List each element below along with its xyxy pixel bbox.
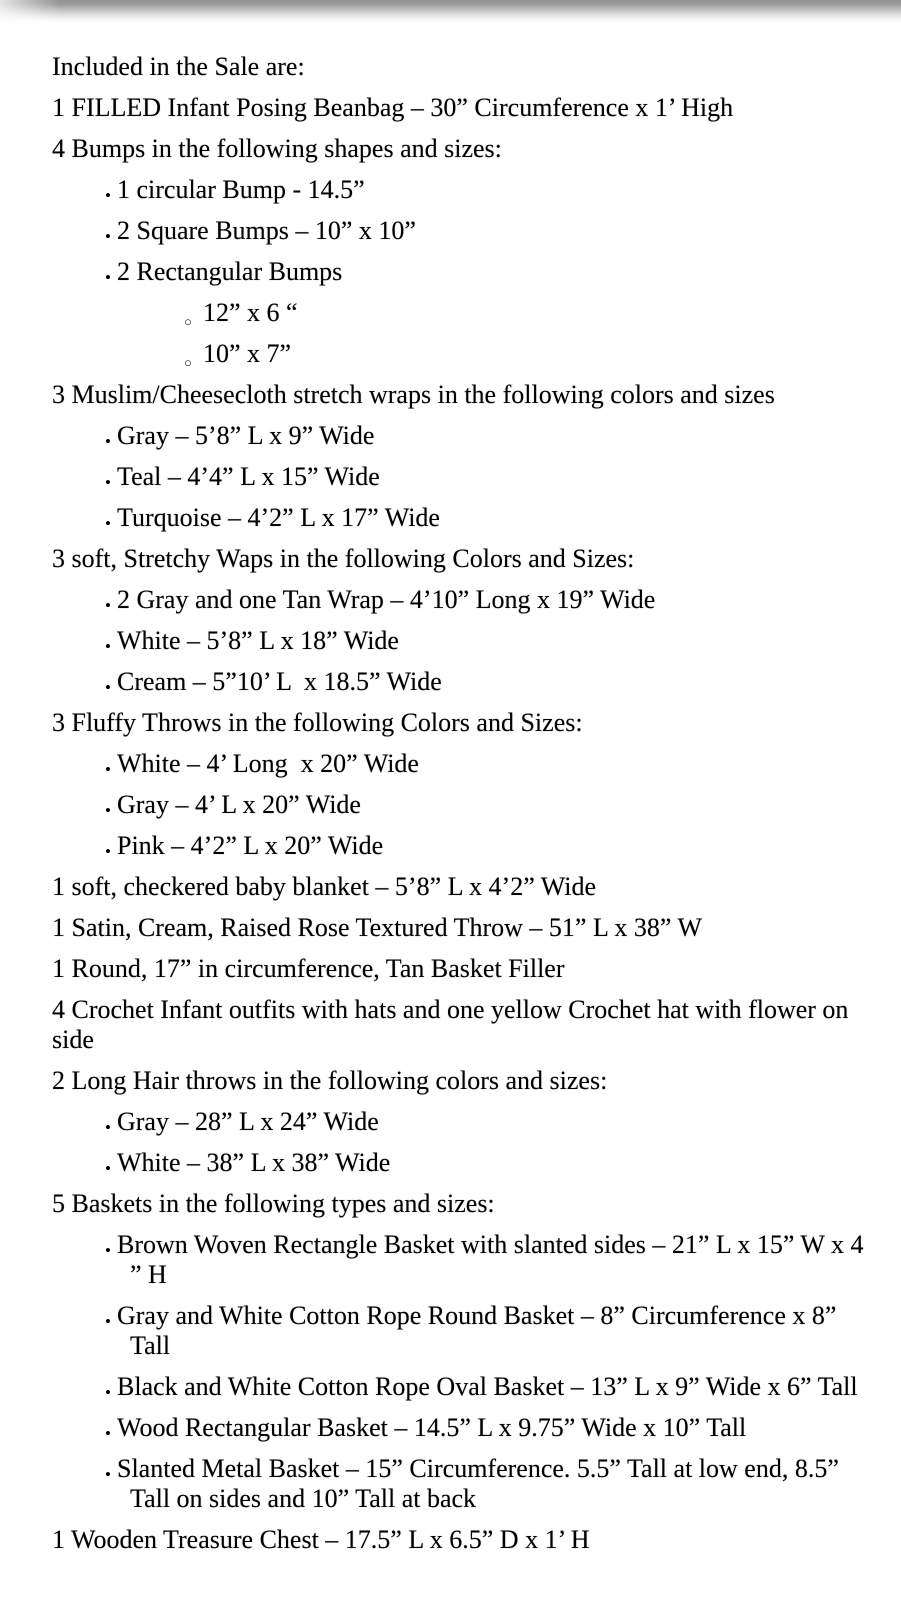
document-line: side [52,1025,94,1054]
top-blur-left-fade [0,0,60,26]
list-item [0,1454,901,1514]
document-line: • 2 Gray and one Tan Wrap – 4’10” Long x 19” Wide [0,585,901,615]
bullet-icon: • [105,678,111,697]
bullet-icon: • [105,1312,111,1331]
list-item [0,421,901,451]
bullet-icon: • [105,1118,111,1137]
paragraph [0,1189,901,1219]
document-line: Tall on sides and 10” Tall at back [130,1484,477,1513]
paragraph [0,995,901,1055]
document-line: • Pink – 4’2” L x 20” Wide [0,831,901,861]
top-screenshot-blur-bar [0,0,901,22]
document-line: • Slanted Metal Basket – 15” Circumference. 5.5” Tall at low end, 8.5” [0,1454,901,1484]
document-line: 1 Round, 17” in circumference, Tan Basket Filler [52,954,565,983]
document-line: 2 Long Hair throws in the following colors and sizes: [52,1066,608,1095]
document-line: Tall [130,1331,171,1360]
list-item [0,339,901,369]
document-line: 5 Baskets in the following types and sizes: [52,1189,495,1218]
list-item [0,257,901,287]
list-item [0,216,901,246]
document-line: • Turquoise – 4’2” L x 17” Wide [0,503,901,533]
list-item [0,1148,901,1178]
paragraph [0,913,901,943]
bullet-icon: • [105,801,111,820]
bullet-icon: • [105,473,111,492]
document-line: • Black and White Cotton Rope Oval Basket – 13” L x 9” Wide x 6” Tall [0,1372,901,1402]
document-line: 1 soft, checkered baby blanket – 5’8” L x 4’2” Wide [52,872,597,901]
bullet-icon: • [105,514,111,533]
document-line: 3 Muslim/Cheesecloth stretch wraps in the following colors and sizes [52,380,775,409]
document-line: • Cream – 5”10’ L x 18.5” Wide [0,667,901,697]
list-item [0,585,901,615]
list-item [0,175,901,205]
paragraph [0,93,901,123]
bullet-icon: • [105,842,111,861]
list-item [0,667,901,697]
bullet-icon: • [105,1159,111,1178]
list-item [0,749,901,779]
document-line: • 2 Rectangular Bumps [0,257,901,287]
bullet-icon: • [105,227,111,246]
list-item [0,1107,901,1137]
circle-bullet-icon: ○ [184,314,192,329]
document-line: 4 Crochet Infant outfits with hats and one yellow Crochet hat with flower on [52,995,849,1024]
list-item [0,1413,901,1443]
document-line: • Brown Woven Rectangle Basket with slanted sides – 21” L x 15” W x 4 [0,1230,901,1260]
bullet-icon: • [105,1465,111,1484]
bullet-icon: • [105,1383,111,1402]
list-item [0,790,901,820]
paragraph [0,708,901,738]
list-item [0,1301,901,1361]
document-line: • White – 38” L x 38” Wide [0,1148,901,1178]
list-item [0,626,901,656]
document-line: ○ 12” x 6 “ [0,298,901,328]
list-item [0,1230,901,1290]
document-line: 3 soft, Stretchy Waps in the following Colors and Sizes: [52,544,635,573]
document-line: 1 Satin, Cream, Raised Rose Textured Throw – 51” L x 38” W [52,913,702,942]
bullet-icon: • [105,760,111,779]
document-line: 1 Wooden Treasure Chest – 17.5” L x 6.5” D x 1’ H [52,1525,590,1554]
bullet-icon: • [105,1424,111,1443]
document-line: • Gray – 4’ L x 20” Wide [0,790,901,820]
bullet-icon: • [105,1241,111,1260]
list-item [0,298,901,328]
paragraph [0,134,901,164]
bullet-icon: • [105,596,111,615]
document-line: • Gray – 28” L x 24” Wide [0,1107,901,1137]
paragraph [0,1525,901,1555]
document-line: • White – 4’ Long x 20” Wide [0,749,901,779]
document-line: Included in the Sale are: [52,52,305,81]
bullet-icon: • [105,186,111,205]
bullet-icon: • [105,432,111,451]
bullet-icon: • [105,637,111,656]
document-line: • Gray and White Cotton Rope Round Basket – 8” Circumference x 8” [0,1301,901,1331]
list-item [0,503,901,533]
document-line: • Wood Rectangular Basket – 14.5” L x 9.75” Wide x 10” Tall [0,1413,901,1443]
document-line: 4 Bumps in the following shapes and sizes: [52,134,502,163]
paragraph [0,872,901,902]
circle-bullet-icon: ○ [184,355,192,370]
document-line: • Teal – 4’4” L x 15” Wide [0,462,901,492]
paragraph [0,1066,901,1096]
list-item [0,462,901,492]
document-line: • White – 5’8” L x 18” Wide [0,626,901,656]
bullet-icon: • [105,268,111,287]
paragraph [0,544,901,574]
document-line: 1 FILLED Infant Posing Beanbag – 30” Circumference x 1’ High [52,93,734,122]
list-item [0,1372,901,1402]
paragraph [0,380,901,410]
document-line: • 2 Square Bumps – 10” x 10” [0,216,901,246]
document-line: ” H [130,1260,167,1289]
document-line: • Gray – 5’8” L x 9” Wide [0,421,901,451]
document-line: 3 Fluffy Throws in the following Colors and Sizes: [52,708,583,737]
sale-items-list [0,52,901,1566]
paragraph [0,52,901,82]
paragraph [0,954,901,984]
document-line: • 1 circular Bump - 14.5” [0,175,901,205]
list-item [0,831,901,861]
document-line: ○ 10” x 7” [0,339,901,369]
